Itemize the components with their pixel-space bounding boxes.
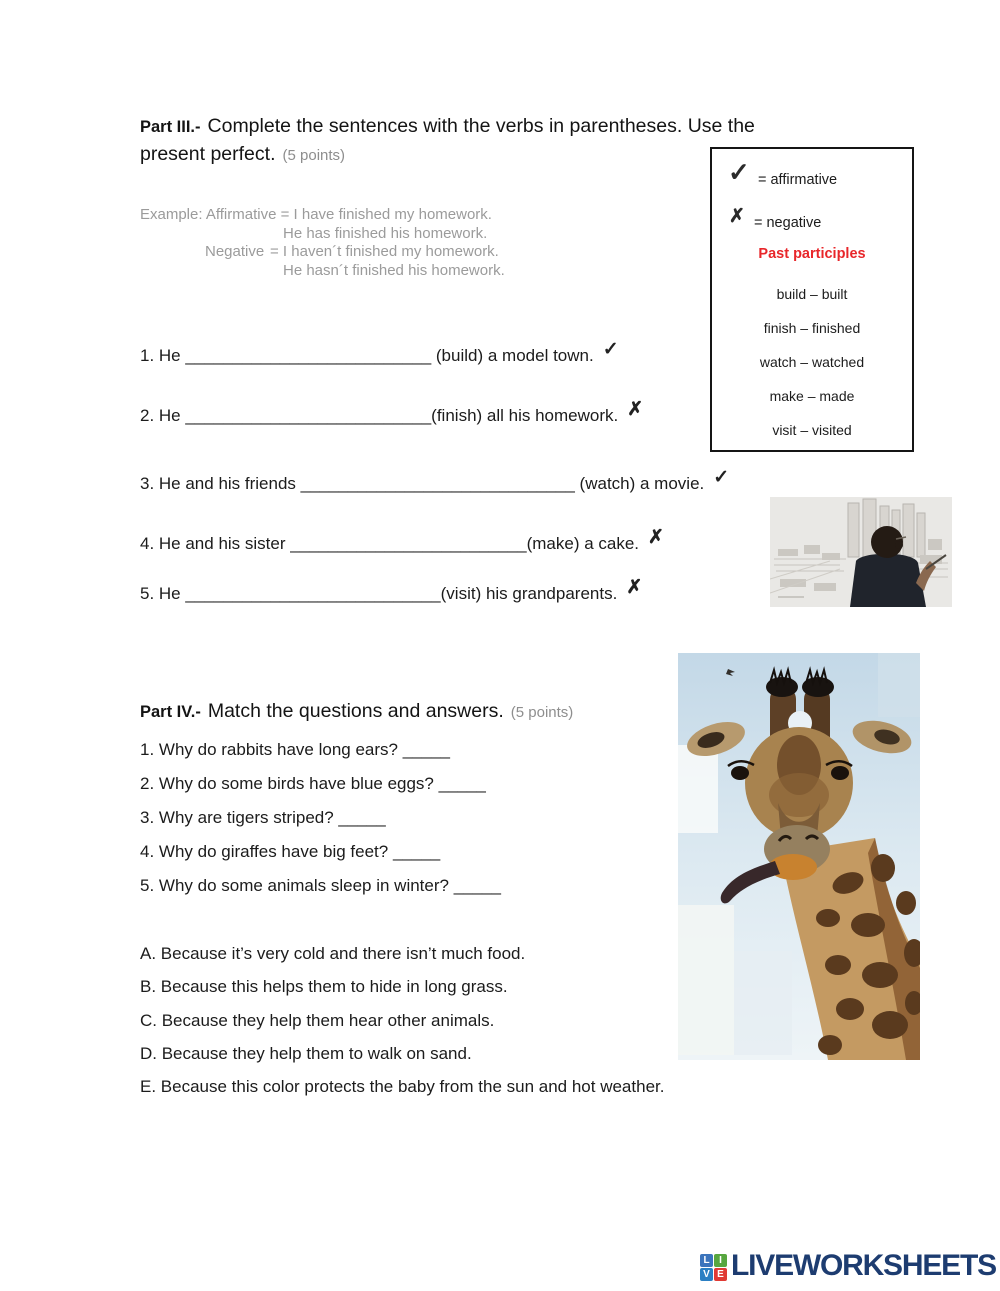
question-4-match-blank[interactable]: 4. Why do giraffes have big feet? _____ (140, 842, 441, 861)
city-sketch-drawing (770, 497, 952, 607)
liveworksheets-wordmark[interactable]: LIVEWORKSHEETS (731, 1249, 996, 1282)
participle-pair: visit – visited (772, 422, 852, 438)
question-2-match-blank[interactable]: 2. Why do some birds have blue eggs? _____ (140, 774, 486, 793)
checkmark-icon: ✓ (713, 467, 730, 488)
part3-heading-line2 (140, 143, 345, 166)
part3-heading-line1 (140, 115, 755, 138)
participle-pair: build – built (776, 286, 848, 302)
part3-heading-bold: Part III.- (140, 118, 201, 136)
legend-affirmative-label: = affirmative (758, 172, 838, 188)
sentence-5-text: 5. He ___________________________(visit) his grandparents. (140, 584, 618, 603)
part4-heading-bold: Part IV.- (140, 703, 201, 721)
answer-e: E. Because this color protects the baby from the sun and hot weather. (140, 1077, 665, 1096)
part4-heading-text: Match the questions and answers. (207, 700, 504, 722)
cross-icon: ✗ (626, 577, 643, 598)
answer-a: A. Because it’s very cold and there isn’t much food. (140, 944, 526, 963)
giraffe-drawing (678, 653, 920, 1060)
checkmark-icon: ✓ (728, 157, 750, 187)
answer-c: C. Because they help them hear other animals. (140, 1011, 495, 1030)
legend-box (710, 147, 914, 452)
cross-icon: ✗ (729, 206, 745, 227)
liveworksheets-logo-icon[interactable] (700, 1254, 727, 1281)
city-sketch-image (770, 497, 952, 607)
sentence-1-text: 1. He __________________________ (build) a model town. (140, 346, 594, 365)
part3-points: (5 points) (282, 147, 346, 164)
question-5-match-blank[interactable]: 5. Why do some animals sleep in winter? _____ (140, 876, 501, 895)
giraffe-image (678, 653, 920, 1060)
example-negative-text: = I haven´t finished my homework. (270, 243, 499, 260)
logo-square-i: I (714, 1254, 727, 1267)
example-negative-label: Negative (205, 243, 265, 260)
sentence-4-text: 4. He and his sister _________________________(make) a cake. (140, 534, 640, 553)
answer-d: D. Because they help them to walk on sand. (140, 1044, 472, 1063)
sentence-3-fill-blank[interactable] (140, 467, 730, 495)
sentence-3-text: 3. He and his friends _____________________________ (watch) a movie. (140, 474, 705, 493)
example-line-3 (205, 243, 499, 260)
part3-heading-text2: present perfect. (140, 143, 276, 165)
answer-b: B. Because this helps them to hide in long grass. (140, 977, 508, 996)
part3-heading-text: Complete the sentences with the verbs in parentheses. Use the (207, 115, 755, 137)
logo-square-v: V (700, 1268, 713, 1281)
cross-icon: ✗ (648, 527, 664, 548)
example-line-2: He has finished his homework. (283, 225, 488, 242)
example-line-1: Example: Affirmative = I have finished my homework. (140, 206, 492, 223)
sentence-5-fill-blank[interactable] (140, 577, 643, 605)
sentence-4-fill-blank[interactable] (140, 527, 664, 555)
sentence-2-fill-blank[interactable] (140, 399, 644, 427)
question-3-match-blank[interactable]: 3. Why are tigers striped? _____ (140, 808, 386, 827)
example-line-4: He hasn´t finished his homework. (283, 262, 505, 279)
cross-icon: ✗ (627, 399, 644, 420)
sentence-1-fill-blank[interactable] (140, 339, 619, 367)
participle-pair: make – made (769, 388, 855, 404)
question-1-match-blank[interactable]: 1. Why do rabbits have long ears? _____ (140, 740, 450, 759)
participle-pair: watch – watched (759, 354, 865, 370)
part4-heading (140, 700, 573, 723)
past-participles-title: Past participles (758, 246, 866, 262)
participle-pair: finish – finished (763, 320, 861, 336)
legend-negative-label: = negative (754, 215, 822, 231)
sentence-2-text: 2. He __________________________(finish) all his homework. (140, 406, 619, 425)
logo-square-e: E (714, 1268, 727, 1281)
logo-square-l: L (700, 1254, 713, 1267)
checkmark-icon: ✓ (602, 339, 619, 360)
part4-points: (5 points) (510, 704, 574, 721)
